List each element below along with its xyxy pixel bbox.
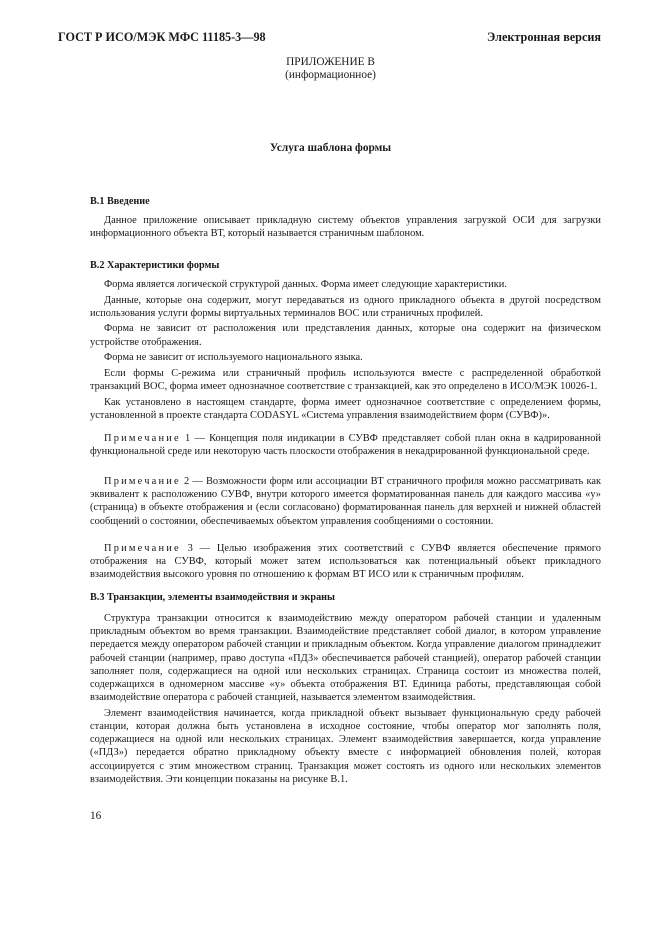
paragraph: Форма не зависит от используемого национального языка. [104,352,363,364]
appendix-subtitle: (информационное) [285,69,376,81]
standard-header: ГОСТ Р ИСО/МЭК МФС 11185-3—98 [58,30,266,44]
note-3 [90,542,601,582]
paragraph: Форма является логической структурой данных. Форма имеет следующие характеристики. [104,279,507,290]
service-title: Услуга шаблона формы [269,142,392,154]
section-b1-heading: В.1 Введение [90,196,150,207]
note-2 [90,475,601,528]
paragraph: Как установлено в настоящем стандарте, форма имеет однозначное соответствие с определением формы, установленной в проекте стандарта CODASYL «Система управления взаимодействием форм (СУВФ)». [90,396,601,421]
appendix-heading [0,56,661,82]
paragraph: Форма не зависит от расположения или представления данных, которые она содержит на физическом устройстве отображения. [90,323,601,348]
section-b2-heading: В.2 Характеристики формы [90,260,220,271]
paragraph: Данные, которые она содержит, могут передаваться из одного прикладного объекта в другой посредством использования услуги формы виртуальных терминалов ВОС или страничных профилей. [90,294,601,319]
note-text: 3 — Целью изображения этих соответствий с СУВФ является обеспечение прямого отображения на СУВФ, который может затем использоваться как потенциальный объект прикладного взаимодействия высокого уровня по отношению к формам ВТ ИСО или к страничным профилям. [90,543,601,581]
paragraph: Данное приложение описывает прикладную систему объектов управления загрузкой ОСИ для загрузки информационного объекта ВТ, который называется страничным шаблоном. [90,215,601,240]
section-b3-body [90,612,601,786]
section-b3-heading: В.3 Транзакции, элементы взаимодействия и экраны [90,592,336,603]
note-1 [90,432,601,458]
note-label: Примечание [104,476,181,487]
page-number: 16 [90,810,102,822]
paragraph: Элемент взаимодействия начинается, когда прикладной объект вызывает функциональную среду рабочей станции, которая должна быть установлена в исходное состояние, чтобы оператор мог заполнять поля, содержащиеся на одной или нескольких страницах. Элемент взаимодействия завершается, когда управление («ПДЗ») передается обратно прикладному объекту вместе с информацией обновления полей, которая ассоциируется с этим множеством страниц. Транзакция может состоять из одного или нескольких элементов взаимодействия. Эти концепции показаны на рисунке В.1. [90,707,601,785]
note-text: 2 — Возможности форм или ассоциации ВТ страничного профиля можно рассматривать как эквивалент к расположению СУВФ, внутри которого имеется форматированная панель для каждого массива «у» (страница) в объекте отображения и (если согласовано) форматированная панель для верхней и нижней областей сообщений о состоянии, обеспечиваемых объектом управления сообщениями о состоянии. [90,476,601,527]
note-label: Примечание [104,433,181,444]
section-b1-body [90,214,601,240]
section-b2-body [90,278,601,422]
paragraph: Структура транзакции относится к взаимодействию между оператором рабочей станции и удаленным прикладным объектом во время транзакции. Взаимодействие представляет собой диалог, в котором управление передается между оператором рабочей станции и прикладным объектом. Когда управление диалогом принадлежит рабочей станции (например, право доступа «ПДЗ» обеспечивается рабочей станцией), оператор рабочей станции заполняет поля, содержащиеся на одной или нескольких страницах. Страница состоит из множества полей, содержащихся в одномерном массиве «у» объекта отображения ВТ. Единица работы, представляющая собой взаимодействие оператора с рабочей станцией, называется элементом взаимодействия. [90,613,601,704]
edition-label: Электронная версия [487,30,601,44]
paragraph: Если формы С-режима или страничный профиль используются вместе с распределенной обработкой транзакций ВОС, форма имеет однозначное соответствие с транзакцией, как это определено в ИСО/МЭК 10026-1. [90,367,601,392]
note-text: 1 — Концепция поля индикации в СУВФ представляет собой план окна в кадрированной функциональной среде или некоторую часть плоскости отображения в некадрированной функциональной среде. [90,433,601,458]
note-label: Примечание [104,543,181,554]
appendix-title: ПРИЛОЖЕНИЕ В [286,56,375,68]
